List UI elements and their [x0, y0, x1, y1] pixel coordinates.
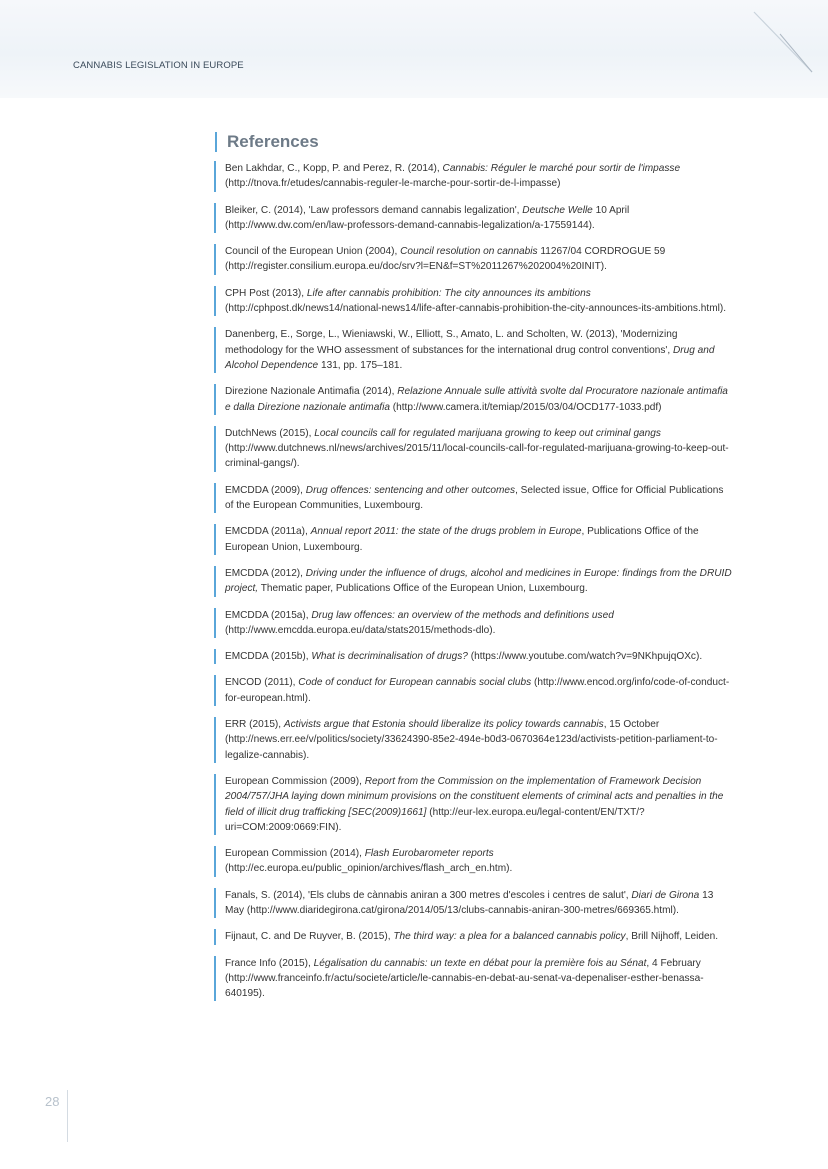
reference-list: [214, 161, 734, 1012]
reference-details: (http://www.dutchnews.nl/news/archives/2015/11/local-councils-call-for-regulated-marijuana-growing-to-keep-out-criminal-gangs/).: [225, 443, 729, 470]
reference-item: [214, 846, 734, 877]
reference-item: [214, 649, 734, 664]
reference-item: [214, 888, 734, 919]
reference-details: , Brill Nijhoff, Leiden.: [625, 931, 718, 943]
reference-authors: Danenberg, E., Sorge, L., Wieniawski, W., Elliott, S., Amato, L. and Scholten, W. (2013), 'Modernizing methodology for the WHO assessment of substances for the international drug control conventions',: [225, 329, 678, 356]
reference-details: (http://www.emcdda.europa.eu/data/stats2015/methods-dlo).: [225, 624, 496, 636]
page-number-rule: [67, 1090, 68, 1142]
reference-details: 13 May (http://www.diaridegirona.cat/girona/2014/05/13/clubs-cannabis-aniran-300-metres/669365.html).: [225, 889, 714, 916]
page-title: References: [215, 132, 319, 152]
reference-authors: Ben Lakhdar, C., Kopp, P. and Perez, R. (2014),: [225, 163, 443, 174]
reference-item: [214, 483, 734, 514]
reference-details: (http://tnova.fr/etudes/cannabis-reguler-le-marche-pour-sortir-de-l-impasse): [225, 178, 561, 190]
reference-authors: Bleiker, C. (2014), 'Law professors demand cannabis legalization',: [225, 204, 523, 216]
reference-authors: EMCDDA (2015b),: [225, 651, 312, 663]
reference-item: [214, 929, 734, 944]
reference-authors: European Commission (2009),: [225, 775, 365, 787]
reference-details: (http://ec.europa.eu/public_opinion/archives/flash_arch_en.htm).: [225, 863, 513, 875]
reference-authors: DutchNews (2015),: [225, 427, 315, 439]
reference-item: [214, 608, 734, 639]
reference-title: The third way: a plea for a balanced cannabis policy: [393, 931, 626, 943]
reference-details: Thematic paper, Publications Office of the European Union, Luxembourg.: [258, 583, 588, 595]
reference-details: 131, pp. 175–181.: [318, 359, 403, 371]
reference-details: 11267/04 CORDROGUE 59 (http://register.consilium.europa.eu/doc/srv?l=EN&f=ST%2011267%202004%20INIT).: [225, 246, 666, 273]
page-number: 28: [45, 1094, 60, 1109]
reference-authors: European Commission (2014),: [225, 848, 365, 860]
reference-authors: EMCDDA (2015a),: [225, 609, 312, 621]
reference-details: , 15 October (http://news.err.ee/v/politics/society/33624390-85e2-494e-b0d3-0670364e123d/activists-petition-parliament-to-legalize-cannabis).: [225, 719, 718, 761]
reference-item: [214, 956, 734, 1002]
reference-authors: Direzione Nazionale Antimafia (2014),: [225, 386, 398, 398]
reference-title: Code of conduct for European cannabis social clubs: [298, 677, 532, 689]
reference-item: [214, 566, 734, 597]
reference-details: 10 April (http://www.dw.com/en/law-professors-demand-cannabis-legalization/a-17559144).: [225, 204, 630, 231]
reference-item: [214, 774, 734, 835]
reference-authors: CPH Post (2013),: [225, 287, 307, 299]
reference-details: (http://www.encod.org/info/code-of-conduct-for-european.html).: [225, 677, 730, 704]
reference-item: [214, 426, 734, 472]
reference-title: Annual report 2011: the state of the drugs problem in Europe: [310, 526, 582, 538]
reference-item: [214, 286, 734, 317]
reference-details: (http://eur-lex.europa.eu/legal-content/EN/TXT/?uri=COM:2009:0669:FIN).: [225, 806, 645, 833]
reference-item: [214, 203, 734, 234]
reference-authors: France Info (2015),: [225, 957, 314, 969]
running-head: CANNABIS LEGISLATION IN EUROPE: [73, 60, 244, 71]
reference-title: Relazione Annuale sulle attività svolte dal Procuratore nazionale antimafia e dalla Direzione nazionale antimafia: [225, 386, 728, 413]
reference-item: [214, 327, 734, 373]
reference-details: (http://www.camera.it/temiap/2015/03/04/OCD177-1033.pdf): [389, 401, 662, 413]
reference-title: Diari de Girona: [631, 889, 700, 901]
header-band: [0, 0, 828, 98]
reference-authors: EMCDDA (2012),: [225, 567, 306, 579]
reference-title: Deutsche Welle: [522, 204, 593, 216]
reference-item: [214, 161, 734, 192]
reference-authors: ERR (2015),: [225, 719, 284, 731]
reference-title: Drug and Alcohol Dependence: [225, 344, 715, 371]
reference-item: [214, 384, 734, 415]
reference-item: [214, 524, 734, 555]
reference-title: Cannabis: Réguler le marché pour sortir de l'impasse: [442, 163, 681, 174]
reference-details: , Selected issue, Office for Official Publications of the European Communities, Luxembourg.: [225, 484, 724, 512]
reference-title: Drug offences: sentencing and other outcomes: [305, 484, 516, 496]
reference-details: (http://cphpost.dk/news14/national-news14/life-after-cannabis-prohibition-the-city-announces-its-ambitions.html).: [225, 303, 727, 315]
reference-authors: Council of the European Union (2004),: [225, 246, 401, 258]
reference-title: Drug law offences: an overview of the methods and definitions used: [311, 609, 614, 621]
reference-authors: Fijnaut, C. and De Ruyver, B. (2015),: [225, 931, 394, 943]
reference-authors: ENCOD (2011),: [225, 677, 299, 689]
reference-title: Local councils call for regulated marijuana growing to keep out criminal gangs: [314, 427, 661, 439]
reference-details: (https://www.youtube.com/watch?v=9NKhpujqOXc).: [467, 651, 703, 663]
reference-item: [214, 717, 734, 763]
reference-title: Council resolution on cannabis: [400, 246, 538, 258]
page-corner-mark: [752, 10, 816, 74]
reference-title: Report from the Commission on the implementation of Framework Decision 2004/757/JHA laying down minimum provisions on the constituent elements of criminal acts and penalties in the field of illicit drug trafficking [SEC(2009)1661]: [225, 775, 724, 818]
reference-authors: EMCDDA (2009),: [225, 484, 306, 496]
reference-item: [214, 244, 734, 275]
reference-title: Driving under the influence of drugs, alcohol and medicines in Europe: findings from the DRUID project,: [225, 567, 732, 595]
reference-authors: Fanals, S. (2014), 'Els clubs de cànnabis aniran a 300 metres d'escoles i centres de salut',: [225, 889, 632, 901]
reference-details: , Publications Office of the European Union, Luxembourg.: [225, 526, 699, 553]
reference-authors: EMCDDA (2011a),: [225, 526, 311, 538]
reference-title: Légalisation du cannabis: un texte en débat pour la première fois au Sénat: [313, 957, 647, 969]
reference-details: , 4 February (http://www.franceinfo.fr/actu/societe/article/le-cannabis-en-debat-au-senat-va-depenaliser-esther-benassa-640195).: [225, 957, 704, 1000]
reference-item: [214, 675, 734, 706]
reference-title: Activists argue that Estonia should liberalize its policy towards cannabis: [283, 719, 604, 731]
reference-title: Life after cannabis prohibition: The city announces its ambitions: [306, 287, 591, 299]
reference-title: Flash Eurobarometer reports: [364, 848, 494, 860]
reference-title: What is decriminalisation of drugs?: [311, 651, 468, 663]
